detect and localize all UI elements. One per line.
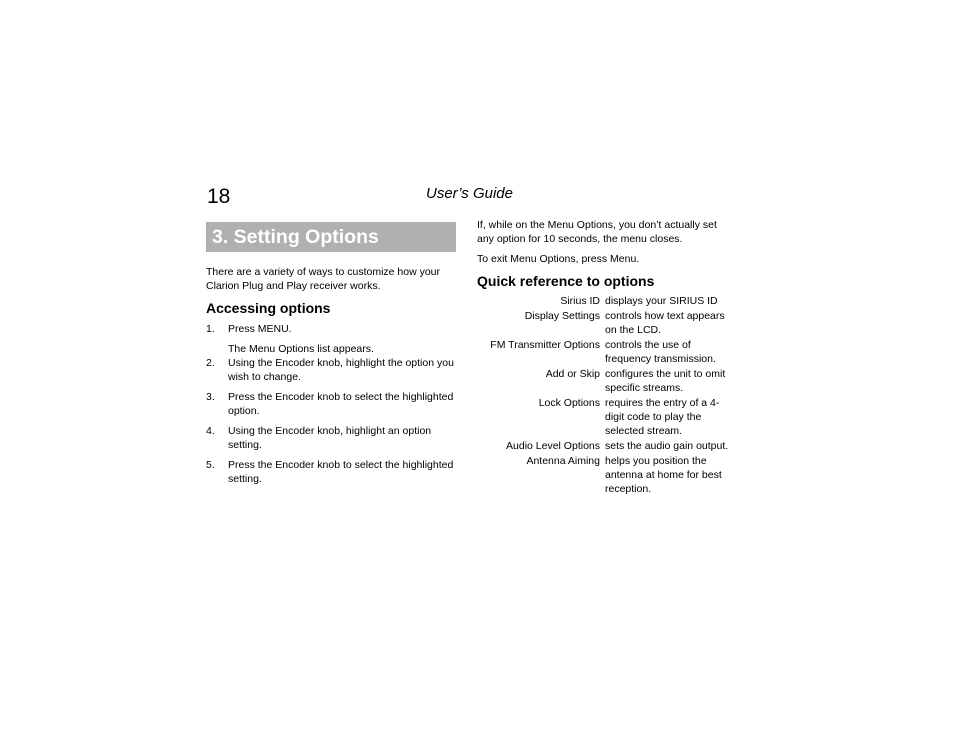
steps-list [206, 322, 456, 486]
quick-reference-table [477, 294, 729, 497]
step-number: 3. [206, 391, 215, 403]
option-name: Lock Options [538, 397, 600, 409]
option-name: Add or Skip [545, 368, 600, 380]
option-description: configures the unit to omit specific streams. [605, 368, 726, 394]
table-row [477, 338, 729, 367]
right-column [477, 218, 732, 497]
option-description: requires the entry of a 4-digit code to play the selected stream. [605, 397, 720, 437]
option-name: Audio Level Options [506, 440, 600, 452]
option-name: FM Transmitter Options [490, 339, 600, 351]
table-row [477, 309, 729, 338]
step-text: Press the Encoder knob to select the highlighted setting. [228, 459, 454, 485]
section-title-bar [206, 222, 456, 252]
option-name: Sirius ID [560, 295, 600, 307]
accessing-heading: Accessing options [206, 300, 331, 316]
step-number: 4. [206, 425, 215, 437]
exit-menu-paragraph: To exit Menu Options, press Menu. [477, 253, 640, 265]
left-column [206, 222, 456, 492]
section-title: 3. Setting Options [212, 225, 379, 248]
quick-reference-heading: Quick reference to options [477, 273, 655, 289]
step-text: Press MENU. [228, 323, 292, 335]
step-text: Press the Encoder knob to select the highlighted option. [228, 391, 454, 417]
option-description: sets the audio gain output. [605, 440, 729, 452]
step-text: Using the Encoder knob, highlight an option setting. [228, 425, 432, 451]
option-description: controls how text appears on the LCD. [605, 310, 725, 336]
option-name: Display Settings [524, 310, 600, 322]
step-number: 1. [206, 323, 215, 335]
step-item [206, 390, 456, 418]
option-description: displays your SIRIUS ID [605, 295, 718, 307]
header-title: User’s Guide [426, 185, 513, 202]
table-row [477, 396, 729, 439]
table-row [477, 439, 729, 454]
table-row [477, 367, 729, 396]
page-number: 18 [207, 185, 231, 208]
option-name: Antenna Aiming [526, 455, 600, 467]
step-item [206, 458, 456, 486]
step-item [206, 424, 456, 452]
option-description: controls the use of frequency transmission. [605, 339, 716, 365]
intro-paragraph: There are a variety of ways to customize how your Clarion Plug and Play receiver works. [206, 266, 441, 292]
table-row [477, 454, 729, 497]
table-row [477, 294, 729, 309]
step-text: Using the Encoder knob, highlight the option you wish to change. [228, 357, 454, 383]
step-number: 2. [206, 357, 215, 369]
menu-timeout-paragraph: If, while on the Menu Options, you don’t actually set any option for 10 seconds, the menu closes. [477, 219, 717, 245]
step-item [206, 322, 456, 356]
step-item [206, 356, 456, 384]
option-description: helps you position the antenna at home for best reception. [605, 455, 722, 495]
step-note: The Menu Options list appears. [228, 343, 374, 355]
step-number: 5. [206, 459, 215, 471]
